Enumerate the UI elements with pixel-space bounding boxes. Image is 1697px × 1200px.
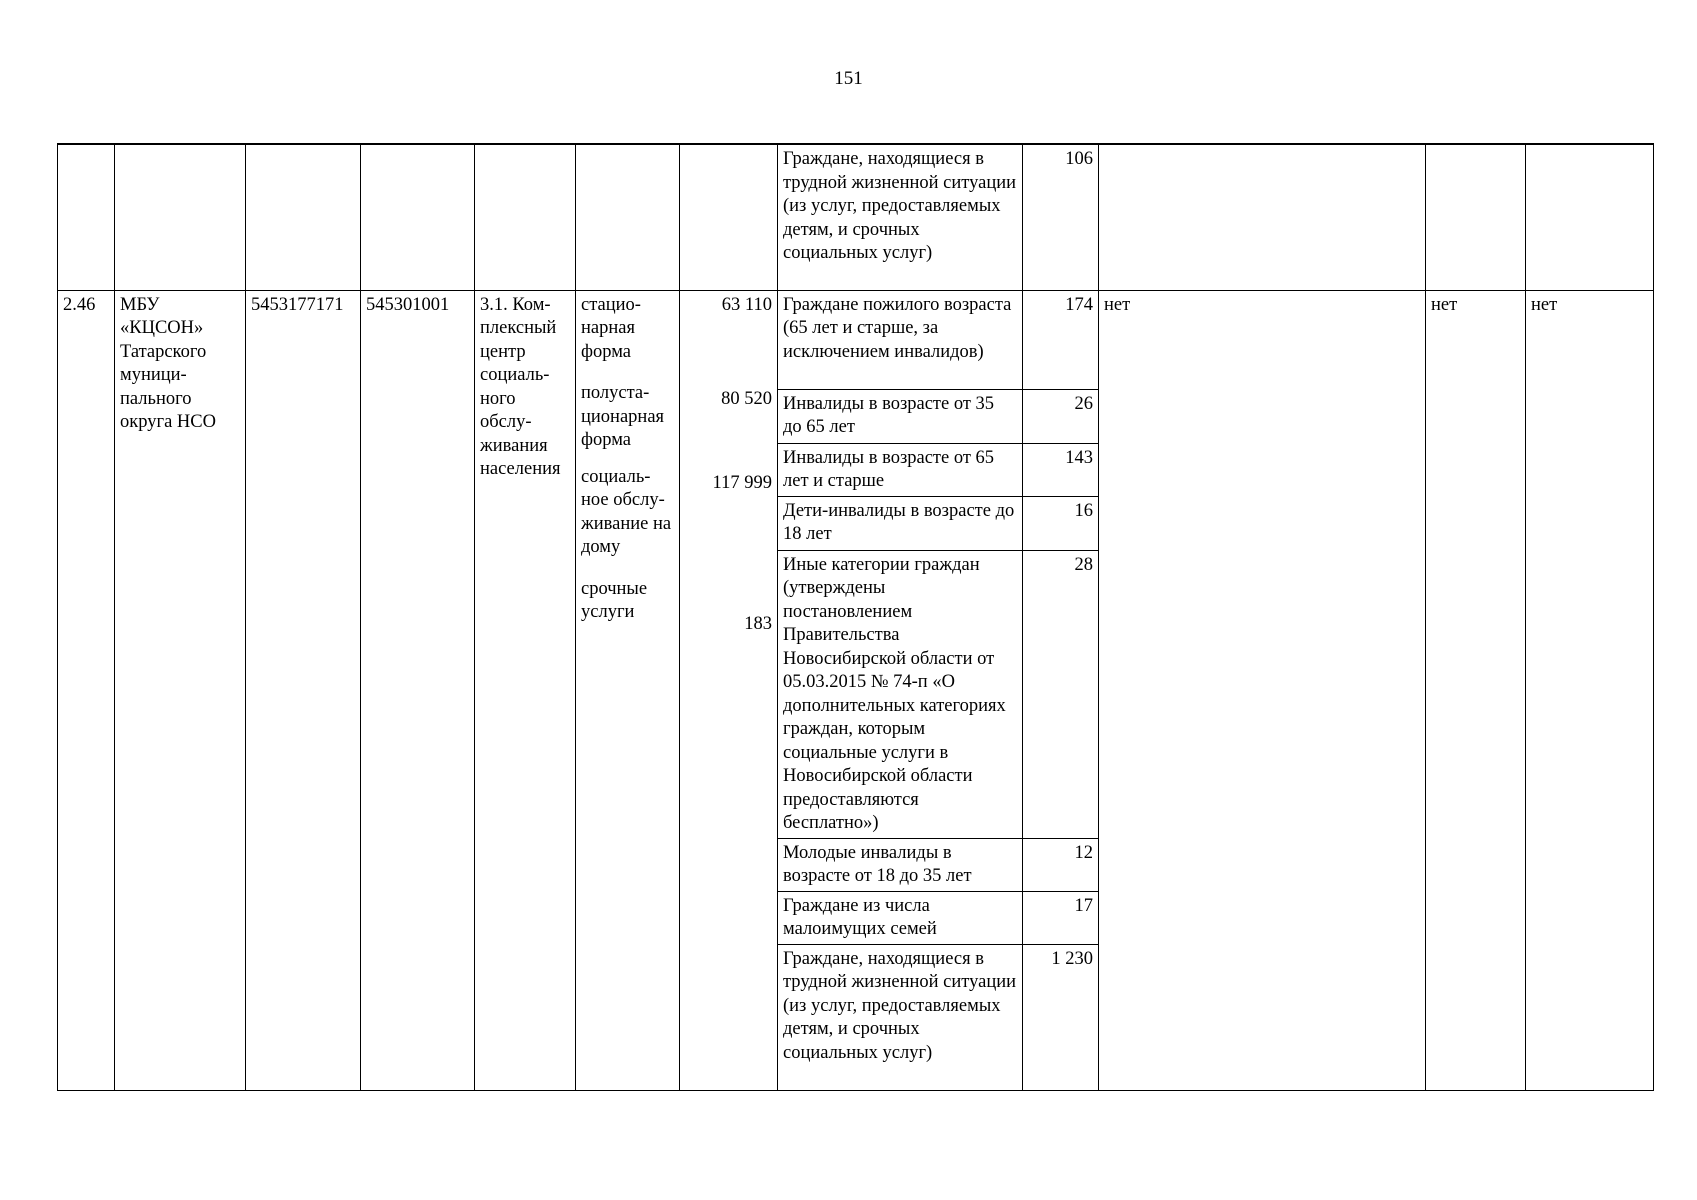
- count-cell: 1 230: [1023, 944, 1099, 1090]
- inn-cell: 5453177171: [246, 290, 361, 1090]
- count-cell: 12: [1023, 838, 1099, 891]
- col-c-cell: нет: [1526, 290, 1654, 1090]
- count-cell: 28: [1023, 550, 1099, 838]
- form-amount: 63 110: [721, 294, 772, 315]
- cell-empty: [115, 144, 246, 290]
- form-label: стацио-нарная форма: [581, 294, 641, 362]
- cell-empty: [680, 144, 778, 290]
- count-cell: 26: [1023, 389, 1099, 443]
- form-label: социаль-ное обслу-живание на дому: [581, 466, 672, 557]
- category-cell: Инвалиды в возрасте от 65 лет и старше: [778, 443, 1023, 496]
- category-cell: Молодые инвалиды в возрасте от 18 до 35 лет: [778, 838, 1023, 891]
- col-b-cell: нет: [1426, 290, 1526, 1090]
- table-row-continuation: [58, 144, 1654, 290]
- count-cell: 17: [1023, 891, 1099, 944]
- amounts-cell: [680, 290, 778, 1090]
- form-label: срочные услуги: [581, 578, 648, 622]
- cell-empty: [576, 144, 680, 290]
- category-cell: Граждане, находящиеся в трудной жизненной ситуации (из услуг, предоставляемых детям, и срочных социальных услуг): [778, 944, 1023, 1090]
- table-row-entry: [58, 290, 1654, 389]
- count-cell: 143: [1023, 443, 1099, 496]
- index-cell: 2.46: [58, 290, 115, 1090]
- cell-empty: [58, 144, 115, 290]
- category-cell: Граждане, находящиеся в трудной жизненной ситуации (из услуг, предоставляемых детям, и срочных социальных услуг): [778, 144, 1023, 290]
- col-a-cell: нет: [1099, 290, 1426, 1090]
- form-amount: 183: [744, 614, 772, 634]
- cell-empty: [475, 144, 576, 290]
- kpp-cell: 545301001: [361, 290, 475, 1090]
- count-cell: 106: [1023, 144, 1099, 290]
- count-cell: 174: [1023, 290, 1099, 389]
- category-cell: Граждане пожилого возраста (65 лет и старше, за исключением инвалидов): [778, 290, 1023, 389]
- count-cell: 16: [1023, 496, 1099, 550]
- form-label: полуста-ционарная форма: [581, 383, 665, 450]
- organization-cell: МБУ «КЦСОН» Татарского муници-пального округа НСО: [115, 290, 246, 1090]
- services-table: [57, 143, 1654, 1091]
- category-cell: Инвалиды в возрасте от 35 до 65 лет: [778, 389, 1023, 443]
- cell-empty: [1526, 144, 1654, 290]
- cell-empty: [361, 144, 475, 290]
- form-amount: 117 999: [712, 472, 772, 493]
- forms-cell: [576, 290, 680, 1090]
- category-cell: Иные категории граждан (утверждены постановлением Правительства Новосибирской области от 05.03.2015 № 74-п «О дополнительных категориях граждан, которым социальные услуги в Новосибирской области предоставляются бесплатно»): [778, 550, 1023, 838]
- cell-empty: [246, 144, 361, 290]
- cell-empty: [1099, 144, 1426, 290]
- category-cell: Граждане из числа малоимущих семей: [778, 891, 1023, 944]
- cell-empty: [1426, 144, 1526, 290]
- category-cell: Дети-инвалиды в возрасте до 18 лет: [778, 496, 1023, 550]
- page-number: 151: [834, 68, 863, 89]
- form-amount: 80 520: [721, 389, 772, 409]
- service-type-cell: 3.1. Ком-плексный центр социаль-ного обслу-живания населения: [475, 290, 576, 1090]
